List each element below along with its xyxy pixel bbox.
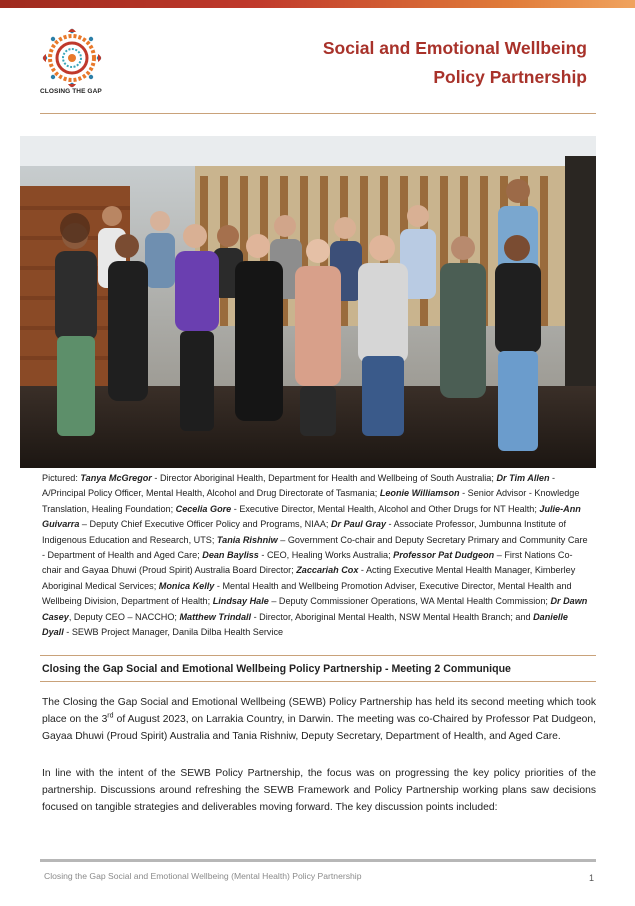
logo-text: CLOSING THE GAP bbox=[40, 88, 102, 95]
caption-name: Professor Pat Dudgeon bbox=[393, 550, 495, 561]
group-photo bbox=[20, 136, 596, 468]
caption-name: Ceceliа Gore bbox=[175, 503, 232, 514]
caption-role: , Deputy CEO – NACCHO; bbox=[68, 611, 180, 622]
caption-lead: Pictured: bbox=[42, 473, 81, 483]
title-line-1: Social and Emotional Wellbeing bbox=[322, 38, 587, 58]
section-title: Closing the Gap Social and Emotional Wellbeing Policy Partnership - Meeting 2 Communique bbox=[42, 663, 511, 675]
caption-role: - SEWB Project Manager, Danila Dilba Health Service bbox=[63, 627, 284, 638]
caption-role: – Deputy Commissioner Operations, WA Mental Health Commission; bbox=[268, 596, 551, 607]
caption-name: Julie-Ann Guivarra bbox=[42, 503, 581, 530]
footer-divider bbox=[40, 859, 596, 862]
photo-caption bbox=[42, 471, 590, 640]
p1-text-b: of August 2023, on Larrakia Country, in Darwin. The meeting was co-Chaired by Professor Pat Dudgeon, Gayaa Dhuwi (Proud Spirit) Australia and Tania Rishniw, Deputy Secretary, Department of Health, and Aged Care. bbox=[42, 714, 596, 743]
section-divider-bottom bbox=[40, 681, 596, 682]
page-number: 1 bbox=[589, 873, 595, 883]
caption-role: - Mental Health and Wellbeing Promotion Adviser, Executive Director, Mental Health and Wellbeing Division, Department of Health; bbox=[42, 580, 572, 607]
page-title bbox=[323, 34, 587, 92]
caption-role: - Director Aboriginal Health, Department for Health and Wellbeing of South Australia; bbox=[151, 473, 497, 483]
caption-role: - CEO, Healing Works Australia; bbox=[258, 550, 394, 561]
caption-name: Danielle Dyall bbox=[42, 611, 568, 638]
title-divider bbox=[40, 113, 596, 114]
caption-role: - Executive Director, Mental Health, Alcohol and Other Drugs for NT Health; bbox=[231, 503, 540, 514]
caption-name: Dr Tim Allen bbox=[496, 473, 550, 483]
caption-name: Monica Kelly bbox=[158, 580, 215, 591]
caption-name: Lindsay Hale bbox=[212, 596, 269, 607]
caption-role: - Director, Aboriginal Mental Health, NSW Mental Health Branch; and bbox=[251, 611, 534, 622]
caption-role: – Deputy Chief Executive Officer Policy and Programs, NIAA; bbox=[79, 519, 331, 530]
caption-name: Dr Dawn Casey bbox=[42, 596, 588, 622]
title-line-2: Policy Partnership bbox=[433, 67, 587, 87]
caption-role: - A/Principal Policy Officer, Mental Health, Alcohol and Drug Directorate of Tasmania; bbox=[42, 473, 556, 499]
footer-text: Closing the Gap Social and Emotional Wellbeing (Mental Health) Policy Partnership bbox=[44, 871, 362, 881]
body-paragraph-2: In line with the intent of the SEWB Policy Partnership, the focus was on progressing the key policy priorities of the partnership. Discussions around refreshing the SEWB Framework and Policy Partnership working plans saw decisions focused on tangible strategies and deliverables moving forward. The key discussion points included: bbox=[42, 768, 596, 814]
caption-role: - Acting Executive Mental Health Manager, Kimberley Aboriginal Medical Services; bbox=[42, 565, 576, 591]
top-accent-bar bbox=[0, 0, 635, 8]
caption-name: Matthew Trindall bbox=[179, 611, 252, 622]
caption-name: Dr Paul Gray bbox=[330, 519, 387, 530]
caption-name: Zaccariah Cox bbox=[296, 565, 359, 576]
p1-superscript: rd bbox=[107, 712, 114, 720]
caption-role: – First Nations Co-chair and Gayaa Dhuwi (Proud Spirit) Australia Board Director; bbox=[42, 550, 573, 576]
body-paragraph-1 bbox=[42, 694, 596, 746]
caption-role: - Associate Professor, Jumbunna Institute of Indigenous Education and Research, UTS; bbox=[42, 519, 566, 545]
caption-name: Leonie Williamson bbox=[379, 488, 460, 499]
section-divider-top bbox=[40, 655, 596, 656]
caption-name: Tanya McGregor bbox=[80, 473, 152, 483]
caption-name: Dean Bayliss bbox=[202, 550, 259, 561]
p1-text-a: The Closing the Gap Social and Emotional Wellbeing (SEWB) Policy Partnership has held its second meeting which took place on the 3 bbox=[42, 697, 596, 726]
caption-name: Tania Rishniw bbox=[216, 534, 278, 545]
caption-role: - Senior Advisor - Knowledge Translation, Healing Foundation; bbox=[42, 488, 580, 514]
caption-role: – Government Co-chair and Deputy Secretary Primary and Community Care - Department of Health and Aged Care; bbox=[42, 534, 588, 561]
